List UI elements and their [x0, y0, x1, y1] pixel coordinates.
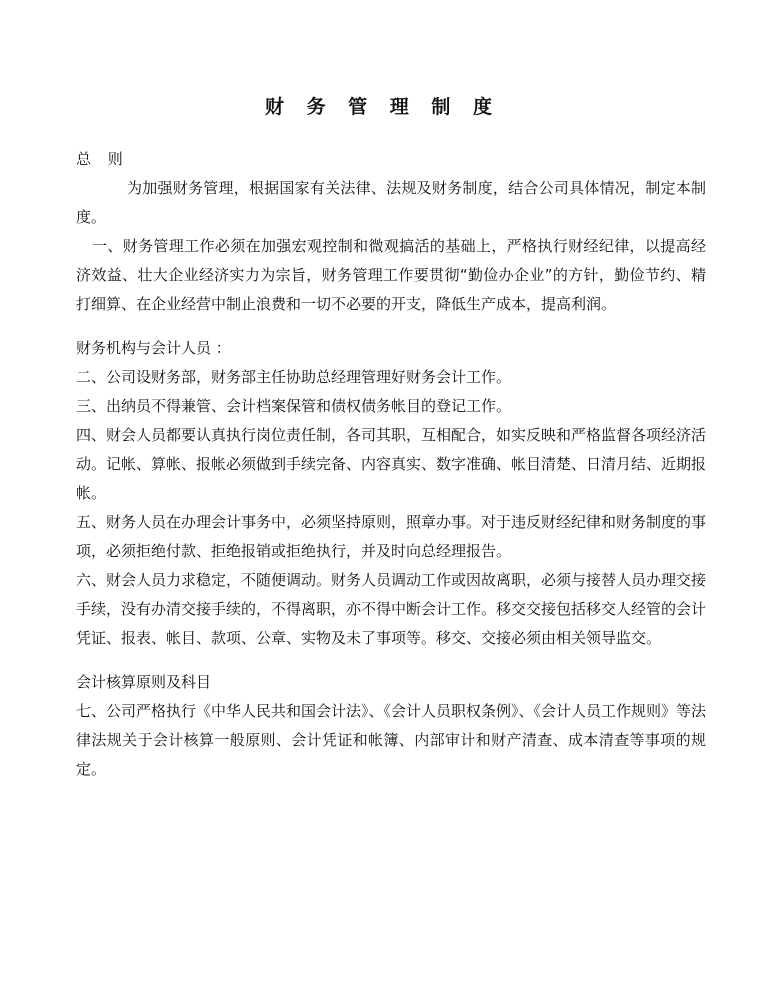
- section-spacer: [76, 319, 706, 334]
- paragraph-item-4: 四、财会人员都要认真执行岗位责任制，各司其职，互相配合，如实反映和严格监督各项经济活动。记帐、算帐、报帐必须做到手续完备、内容真实、数字准确、帐目清楚、日清月结、近期报帐。: [76, 426, 707, 502]
- paragraph-item-3: 三、出纳员不得兼管、会计档案保管和债权债务帐目的登记工作。: [76, 397, 512, 415]
- document-title: 财 务 管 理 制 度: [264, 96, 501, 118]
- document-body: [76, 145, 706, 784]
- paragraph-item-2: 二、公司设财务部，财务部主任协助总经理管理好财务会计工作。: [76, 368, 512, 386]
- section-heading-general: 总 则: [76, 150, 129, 168]
- paragraph-intro: 为加强财务管理，根据国家有关法律、法规及财务制度，结合公司具体情况，制定本制度。: [76, 179, 706, 226]
- paragraph-item-1: 一、财务管理工作必须在加强宏观控制和微观搞活的基础上，严格执行财经纪律，以提高经济效益、壮大企业经济实力为宗旨，财务管理工作要贯彻“勤俭办企业”的方针，勤俭节约、精打细算、在企业经营中制止浪费和一切不必要的开支，降低生产成本，提高利润。: [76, 237, 706, 313]
- paragraph-item-7: 七、公司严格执行《中华人民共和国会计法》、《会计人员职权条例》、《会计人员工作规则》等法律法规关于会计核算一般原则、会计凭证和帐簿、内部审计和财产清查、成本清查等事项的规定。: [76, 702, 707, 778]
- paragraph-item-5: 五、财务人员在办理会计事务中，必须坚持原则，照章办事。对于违反财经纪律和财务制度的事项，必须拒绝付款、拒绝报销或拒绝执行，并及时向总经理报告。: [76, 513, 707, 560]
- section-spacer: [76, 653, 706, 668]
- section-heading-accounting: 会计核算原则及科目: [76, 673, 212, 691]
- section-heading-staff: 财务机构与会计人员 ：: [76, 339, 231, 357]
- paragraph-item-6: 六、财会人员力求稳定，不随便调动。财务人员调动工作或因故离职，必须与接替人员办理交接手续，没有办清交接手续的，不得离职，亦不得中断会计工作。移交交接包括移交人经管的会计凭证、报表、帐目、款项、公章、实物及未了事项等。移交、交接必须由相关领导监交。: [76, 571, 707, 647]
